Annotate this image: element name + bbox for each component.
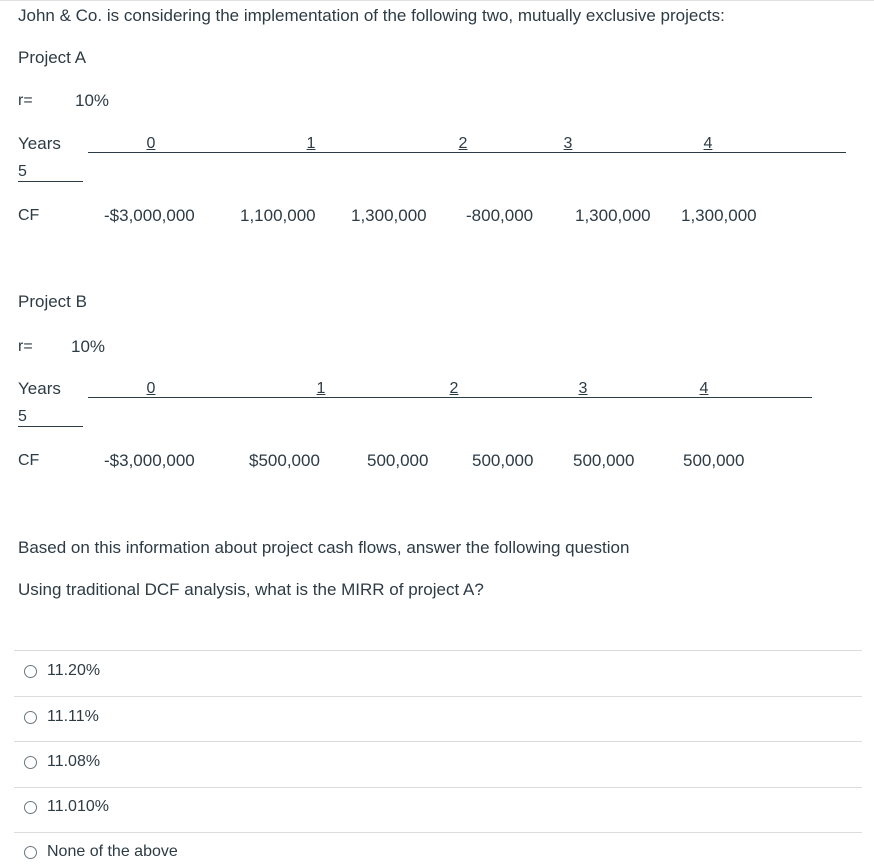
question-intro: John & Co. is considering the implementation of the following two, mutually exclusive projects: xyxy=(18,6,725,25)
project-b-rate-value: 10% xyxy=(71,337,106,356)
option-divider xyxy=(14,650,862,651)
project-a-cf-2: 1,300,000 xyxy=(351,206,427,225)
project-b-title: Project B xyxy=(18,292,87,311)
project-a-cf-5: 1,300,000 xyxy=(681,206,757,225)
project-a-cf-label: CF xyxy=(18,207,40,224)
project-b-year-1: 1 xyxy=(316,380,326,397)
project-a-year-1: 1 xyxy=(306,135,316,152)
project-b-year-3: 3 xyxy=(578,380,588,397)
project-b-year-5-line xyxy=(18,426,83,427)
project-a-year-0: 0 xyxy=(146,135,156,152)
answer-option-label: None of the above xyxy=(47,843,178,860)
question-prompt-line2: Using traditional DCF analysis, what is the MIRR of project A? xyxy=(18,580,484,599)
project-b-cf-0: -$3,000,000 xyxy=(104,451,195,470)
answer-option-3[interactable] xyxy=(24,752,100,772)
project-a-years-label: Years xyxy=(18,134,61,153)
project-a-rate-value: 10% xyxy=(75,91,110,110)
project-b-rate-label: r= xyxy=(18,338,33,355)
project-b-year-4: 4 xyxy=(699,380,709,397)
option-divider xyxy=(14,741,862,742)
answer-option-label: 11.11% xyxy=(47,708,99,725)
radio-button[interactable] xyxy=(24,665,37,678)
answer-option-1[interactable] xyxy=(24,661,100,681)
project-a-year-4: 4 xyxy=(703,135,713,152)
project-a-year-2: 2 xyxy=(458,135,468,152)
project-a-year-5: 5 xyxy=(18,163,27,180)
question-prompt-line1: Based on this information about project cash flows, answer the following question xyxy=(18,538,630,557)
project-b-cf-2: 500,000 xyxy=(367,451,429,470)
radio-button[interactable] xyxy=(24,801,37,814)
project-b-cf-4: 500,000 xyxy=(573,451,635,470)
radio-button[interactable] xyxy=(24,756,37,769)
project-a-cf-1: 1,100,000 xyxy=(240,206,316,225)
project-a-cf-0: -$3,000,000 xyxy=(104,206,195,225)
project-b-cf-1: $500,000 xyxy=(249,451,320,470)
option-divider xyxy=(14,696,862,697)
project-b-cf-3: 500,000 xyxy=(472,451,534,470)
project-a-year-3: 3 xyxy=(563,135,573,152)
answer-option-5[interactable] xyxy=(24,842,178,862)
project-a-rate-label: r= xyxy=(18,92,33,109)
radio-button[interactable] xyxy=(24,846,37,859)
option-divider xyxy=(14,787,862,788)
answer-option-label: 11.010% xyxy=(47,798,109,815)
project-b-year-0: 0 xyxy=(146,380,156,397)
answer-option-label: 11.20% xyxy=(47,662,101,679)
project-b-years-label: Years xyxy=(18,379,61,398)
radio-button[interactable] xyxy=(24,711,37,724)
project-b-year-2: 2 xyxy=(449,380,459,397)
option-divider xyxy=(14,832,862,833)
project-a-year-5-line xyxy=(18,181,83,182)
answer-option-2[interactable] xyxy=(24,707,99,727)
project-b-cf-label: CF xyxy=(18,452,40,469)
top-divider xyxy=(0,0,874,1)
project-a-cf-3: -800,000 xyxy=(466,206,534,225)
project-b-year-5: 5 xyxy=(18,408,27,425)
answer-option-label: 11.08% xyxy=(47,753,101,770)
answer-option-4[interactable] xyxy=(24,797,109,817)
project-a-title: Project A xyxy=(18,48,87,67)
project-b-cf-5: 500,000 xyxy=(683,451,745,470)
project-a-cf-4: 1,300,000 xyxy=(575,206,651,225)
